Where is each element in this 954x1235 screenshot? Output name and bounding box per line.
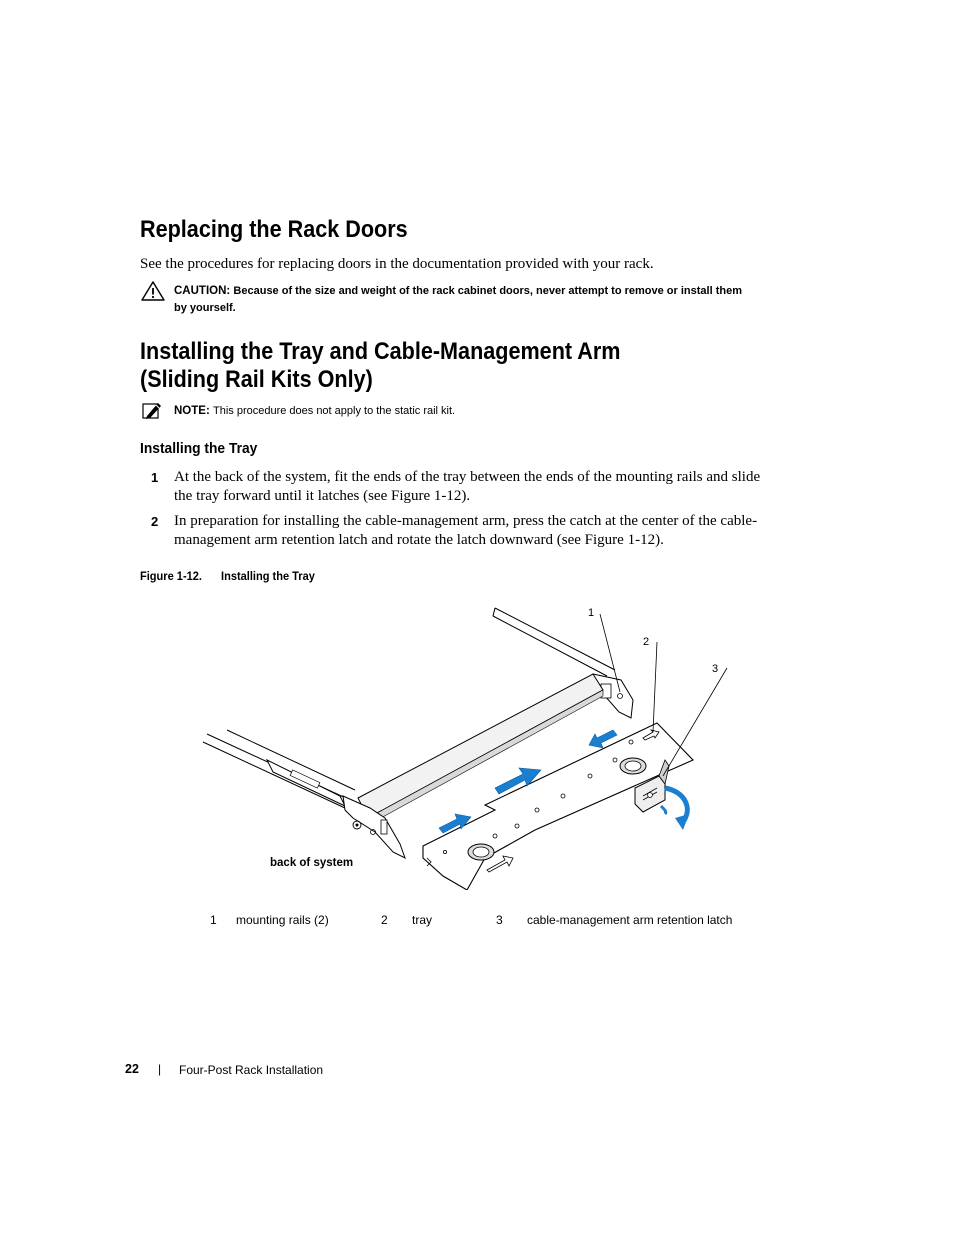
warning-triangle-icon (140, 280, 166, 302)
section-title-tray-line2: (Sliding Rail Kits Only) (140, 366, 373, 393)
back-of-system-label: back of system (270, 857, 354, 869)
rack-doors-body: See the procedures for replacing doors in the documentation provided with your rack. (140, 256, 654, 272)
footer-chapter-title: Four-Post Rack Installation (179, 1063, 324, 1077)
caution-notice (174, 283, 742, 300)
legend-label: tray (412, 913, 433, 927)
callout-1: 1 (588, 607, 595, 619)
page-number: 22 (125, 1062, 139, 1076)
callout-2: 2 (643, 636, 650, 648)
legend-number: 3 (496, 913, 503, 927)
caution-text-line2-wrap (174, 300, 236, 317)
step-number: 1 (151, 470, 159, 485)
figure-caption (140, 569, 315, 583)
tray-installation-illustration (195, 600, 755, 890)
footer-separator: | (158, 1062, 162, 1076)
pencil-note-icon (141, 401, 163, 421)
step-text-line1: In preparation for installing the cable-management arm, press the catch at the center of the cable- (174, 513, 758, 529)
legend-label: cable-management arm retention latch (527, 913, 733, 927)
note-label: NOTE: (174, 405, 210, 417)
section-title-rack-doors: Replacing the Rack Doors (140, 216, 408, 243)
legend-number: 1 (210, 913, 217, 927)
step-number: 2 (151, 514, 159, 529)
figure-caption-title: Installing the Tray (221, 569, 315, 583)
caution-text-line2: by yourself. (174, 302, 236, 314)
legend-label: mounting rails (2) (236, 913, 329, 927)
step-text-line1: At the back of the system, fit the ends of the tray between the ends of the mounting rails and slide (174, 469, 761, 485)
figure-caption-number: Figure 1-12. (140, 569, 202, 583)
caution-text-line1: Because of the size and weight of the rack cabinet doors, never attempt to remove or install them (233, 285, 742, 297)
callout-3: 3 (712, 663, 719, 675)
note-notice (174, 403, 455, 420)
legend-number: 2 (381, 913, 388, 927)
step-text-line2: management arm retention latch and rotate the latch downward (see Figure 1-12). (174, 532, 664, 548)
note-text: This procedure does not apply to the static rail kit. (212, 405, 456, 417)
caution-label: CAUTION: (174, 285, 231, 297)
section-title-tray-line1: Installing the Tray and Cable-Management Arm (140, 338, 621, 365)
subsection-title-installing-tray: Installing the Tray (140, 440, 258, 457)
step-text-line2: the tray forward until it latches (see Figure 1-12). (174, 488, 471, 504)
